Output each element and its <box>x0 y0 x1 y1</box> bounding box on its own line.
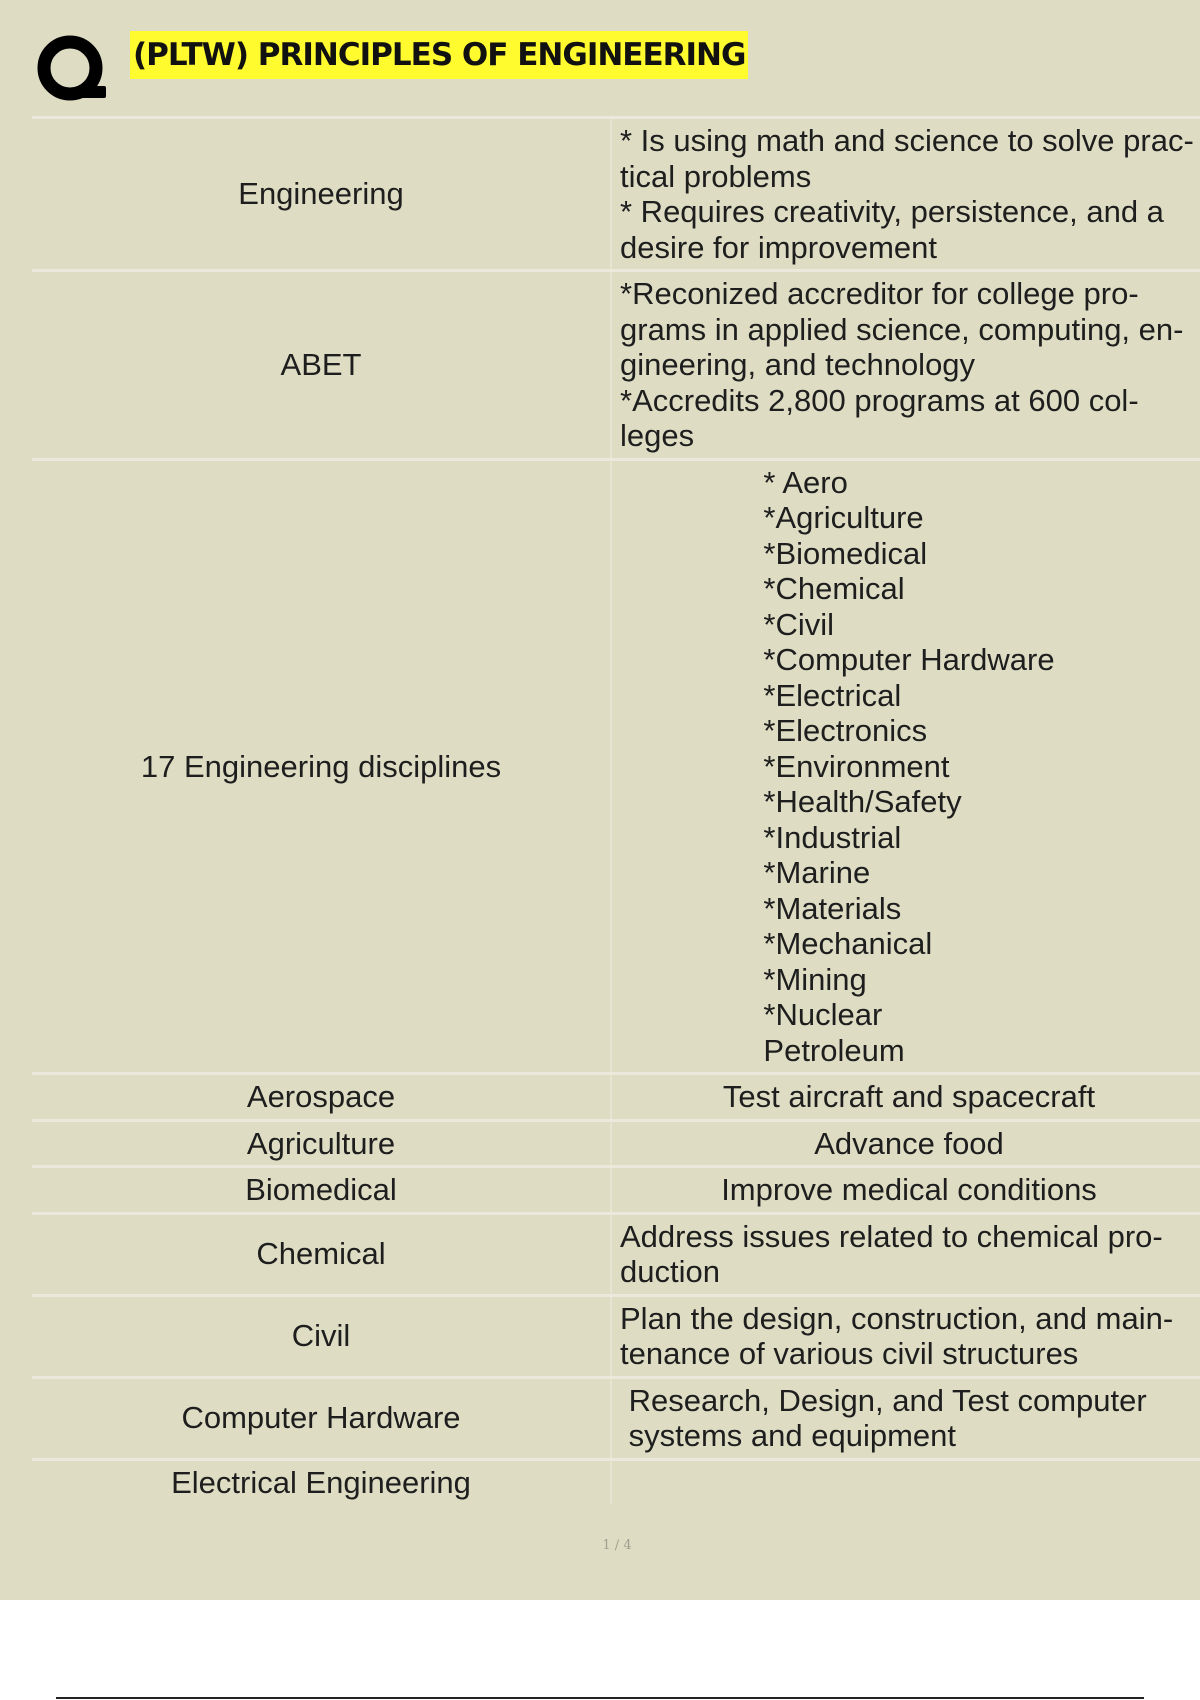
table-row <box>32 459 1200 1074</box>
definition-text: Address issues related to chemical pro- duction <box>620 1218 1163 1289</box>
term-cell: Civil <box>32 1295 611 1377</box>
table-row <box>32 1167 1200 1214</box>
table-row <box>32 118 1200 271</box>
term-cell: Biomedical <box>32 1167 611 1214</box>
page-divider <box>56 1697 1144 1699</box>
definition-cell <box>611 1295 1200 1377</box>
table-row <box>32 1377 1200 1459</box>
term-cell: Agriculture <box>32 1120 611 1167</box>
discipline-list: * Aero *Agriculture *Biomedical *Chemical *Civil *Computer Hardware *Electrical *Electronics *Environment *Health/Safety *Industrial *Marine *Materials *Mechanical *Mining *Nuclear Petroleum <box>763 464 1055 1068</box>
term-cell: 17 Engineering disciplines <box>32 459 611 1074</box>
term-cell: Computer Hardware <box>32 1377 611 1459</box>
definition-text: *Reconized accreditor for college pro- grams in applied science, computing, en- gineering, and technology *Accredits 2,800 programs at 600 col- leges <box>620 276 1184 453</box>
table-row <box>32 1295 1200 1377</box>
term-cell: Chemical <box>32 1213 611 1295</box>
table-row <box>32 1459 1200 1504</box>
table-row <box>32 1120 1200 1167</box>
definition-text: * Is using math and science to solve prac- tical problems * Requires creativity, persistence, and a desire for improvement <box>620 123 1194 265</box>
definition-cell: Advance food <box>611 1120 1200 1167</box>
page-number: 1 / 4 <box>602 1538 632 1553</box>
quizlet-q-logo-icon <box>32 32 112 112</box>
definition-cell <box>611 1377 1200 1459</box>
term-cell: Electrical Engineering <box>32 1459 611 1504</box>
table-row <box>32 1213 1200 1295</box>
term-cell: Engineering <box>32 118 611 271</box>
definition-cell: Test aircraft and spacecraft <box>611 1074 1200 1121</box>
table-row <box>32 1074 1200 1121</box>
flashcard-table <box>32 116 1200 1504</box>
definition-cell <box>611 118 1200 271</box>
definition-text: Research, Design, and Test computer systems and equipment <box>628 1382 1147 1453</box>
definition-cell <box>611 271 1200 460</box>
term-cell: ABET <box>32 271 611 460</box>
term-cell: Aerospace <box>32 1074 611 1121</box>
document-title: (PLTW) PRINCIPLES OF ENGINEERING <box>130 31 748 79</box>
definition-cell: Improve medical conditions <box>611 1167 1200 1214</box>
definition-text: Plan the design, construction, and main- tenance of various civil structures <box>620 1300 1174 1371</box>
definition-cell <box>611 1213 1200 1295</box>
definition-cell <box>611 1459 1200 1504</box>
table-row <box>32 271 1200 460</box>
definition-cell <box>611 459 1200 1074</box>
